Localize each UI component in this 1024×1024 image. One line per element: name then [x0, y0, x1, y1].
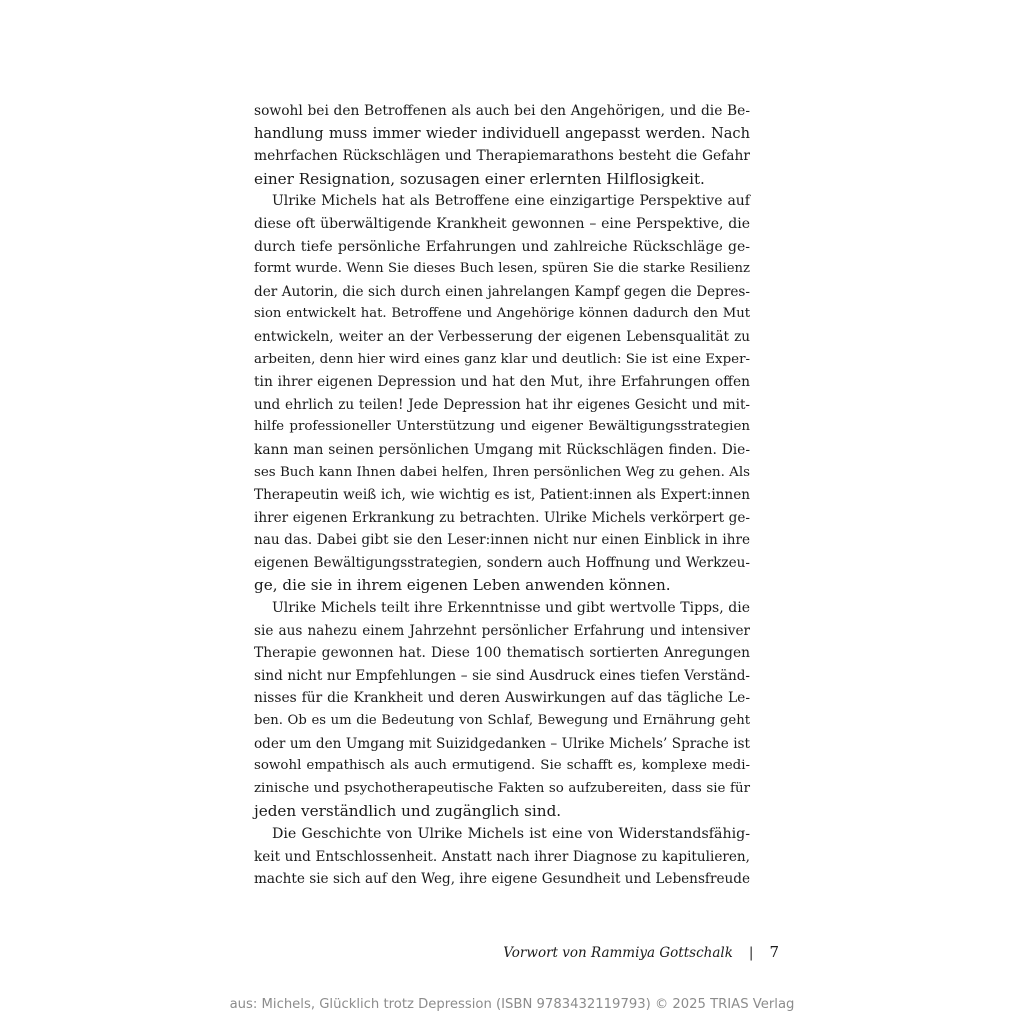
body-text	[254, 100, 750, 891]
text-line: formt wurde. Wenn Sie dieses Buch lesen, spüren Sie die starke Resilienz	[254, 261, 750, 277]
text-line: Ulrike Michels hat als Betroffene eine einzigartige Perspektive auf	[272, 193, 750, 210]
text-line: mehrfachen Rückschlägen und Therapiemarathons besteht die Gefahr	[254, 148, 750, 165]
text-line: Therapeutin weiß ich, wie wichtig es ist, Patient:innen als Expert:innen	[254, 487, 750, 504]
footer-separator: |	[748, 945, 754, 961]
text-line: hilfe professioneller Unterstützung und eigener Bewältigungsstrategien	[254, 419, 750, 435]
text-line: sion entwickelt hat. Betroffene und Angehörige können dadurch den Mut	[254, 306, 750, 322]
text-line: ihrer eigenen Erkrankung zu betrachten. Ulrike Michels verkörpert ge-	[254, 509, 750, 526]
text-line: einer Resignation, sozusagen einer erlernten Hilflosigkeit.	[254, 169, 705, 188]
text-line: sowohl bei den Betroffenen als auch bei den Angehörigen, und die Be-	[254, 103, 750, 119]
text-line: Die Geschichte von Ulrike Michels ist eine von Widerstandsfähig-	[272, 826, 750, 842]
text-line: oder um den Umgang mit Suizidgedanken – Ulrike Michels’ Sprache ist	[254, 735, 750, 752]
text-line: zinische und psychotherapeutische Fakten so aufzubereiten, dass sie für	[254, 780, 750, 796]
text-line: kann man seinen persönlichen Umgang mit Rückschlägen finden. Die-	[254, 441, 750, 458]
page-number: 7	[769, 943, 779, 961]
text-line: arbeiten, denn hier wird eines ganz klar und deutlich: Sie ist eine Exper-	[254, 351, 750, 367]
text-line: ge, die sie in ihrem eigenen Leben anwenden können.	[254, 576, 671, 595]
source-credit: aus: Michels, Glücklich trotz Depression (ISBN 9783432119793) © 2025 TRIAS Verlag	[229, 997, 795, 1012]
text-line: ben. Ob es um die Bedeutung von Schlaf, Bewegung und Ernährung geht	[254, 713, 750, 729]
text-line: der Autorin, die sich durch einen jahrelangen Kampf gegen die Depres-	[254, 283, 750, 300]
text-line: diese oft überwältigende Krankheit gewonnen – eine Perspektive, die	[254, 215, 750, 232]
text-line: Therapie gewonnen hat. Diese 100 thematisch sortierten Anregungen	[254, 645, 750, 662]
text-line: sie aus nahezu einem Jahrzehnt persönlicher Erfahrung und intensiver	[254, 622, 750, 639]
running-footer-title: Vorwort von Rammiya Gottschalk	[503, 945, 733, 961]
text-line: eigenen Bewältigungsstrategien, sondern auch Hoffnung und Werkzeu-	[254, 554, 750, 571]
text-line: machte sie sich auf den Weg, ihre eigene Gesundheit und Lebensfreude	[254, 871, 750, 888]
text-line: durch tiefe persönliche Erfahrungen und zahlreiche Rückschläge ge-	[254, 238, 750, 255]
text-line: Ulrike Michels teilt ihre Erkenntnisse und gibt wertvolle Tipps, die	[272, 600, 750, 617]
text-line: und ehrlich zu teilen! Jede Depression hat ihr eigenes Gesicht und mit-	[254, 396, 750, 413]
text-line: tin ihrer eigenen Depression und hat den Mut, ihre Erfahrungen offen	[254, 374, 750, 391]
text-line: nisses für die Krankheit und deren Auswirkungen auf das tägliche Le-	[254, 690, 750, 707]
text-line: sowohl empathisch als auch ermutigend. Sie schafft es, komplexe medi-	[254, 758, 750, 774]
text-line: sind nicht nur Empfehlungen – sie sind Ausdruck eines tiefen Verständ-	[254, 667, 750, 684]
page-footer	[503, 943, 779, 961]
text-line: nau das. Dabei gibt sie den Leser:innen nicht nur einen Einblick in ihre	[254, 532, 750, 549]
text-line: ses Buch kann Ihnen dabei helfen, Ihren persönlichen Weg zu gehen. Als	[254, 464, 750, 480]
text-line: keit und Entschlossenheit. Anstatt nach ihrer Diagnose zu kapitulieren,	[254, 848, 750, 865]
text-line: handlung muss immer wieder individuell angepasst werden. Nach	[254, 124, 750, 142]
text-line: jeden verständlich und zugänglich sind.	[254, 802, 562, 821]
text-line: entwickeln, weiter an der Verbesserung der eigenen Lebensqualität zu	[254, 328, 750, 345]
